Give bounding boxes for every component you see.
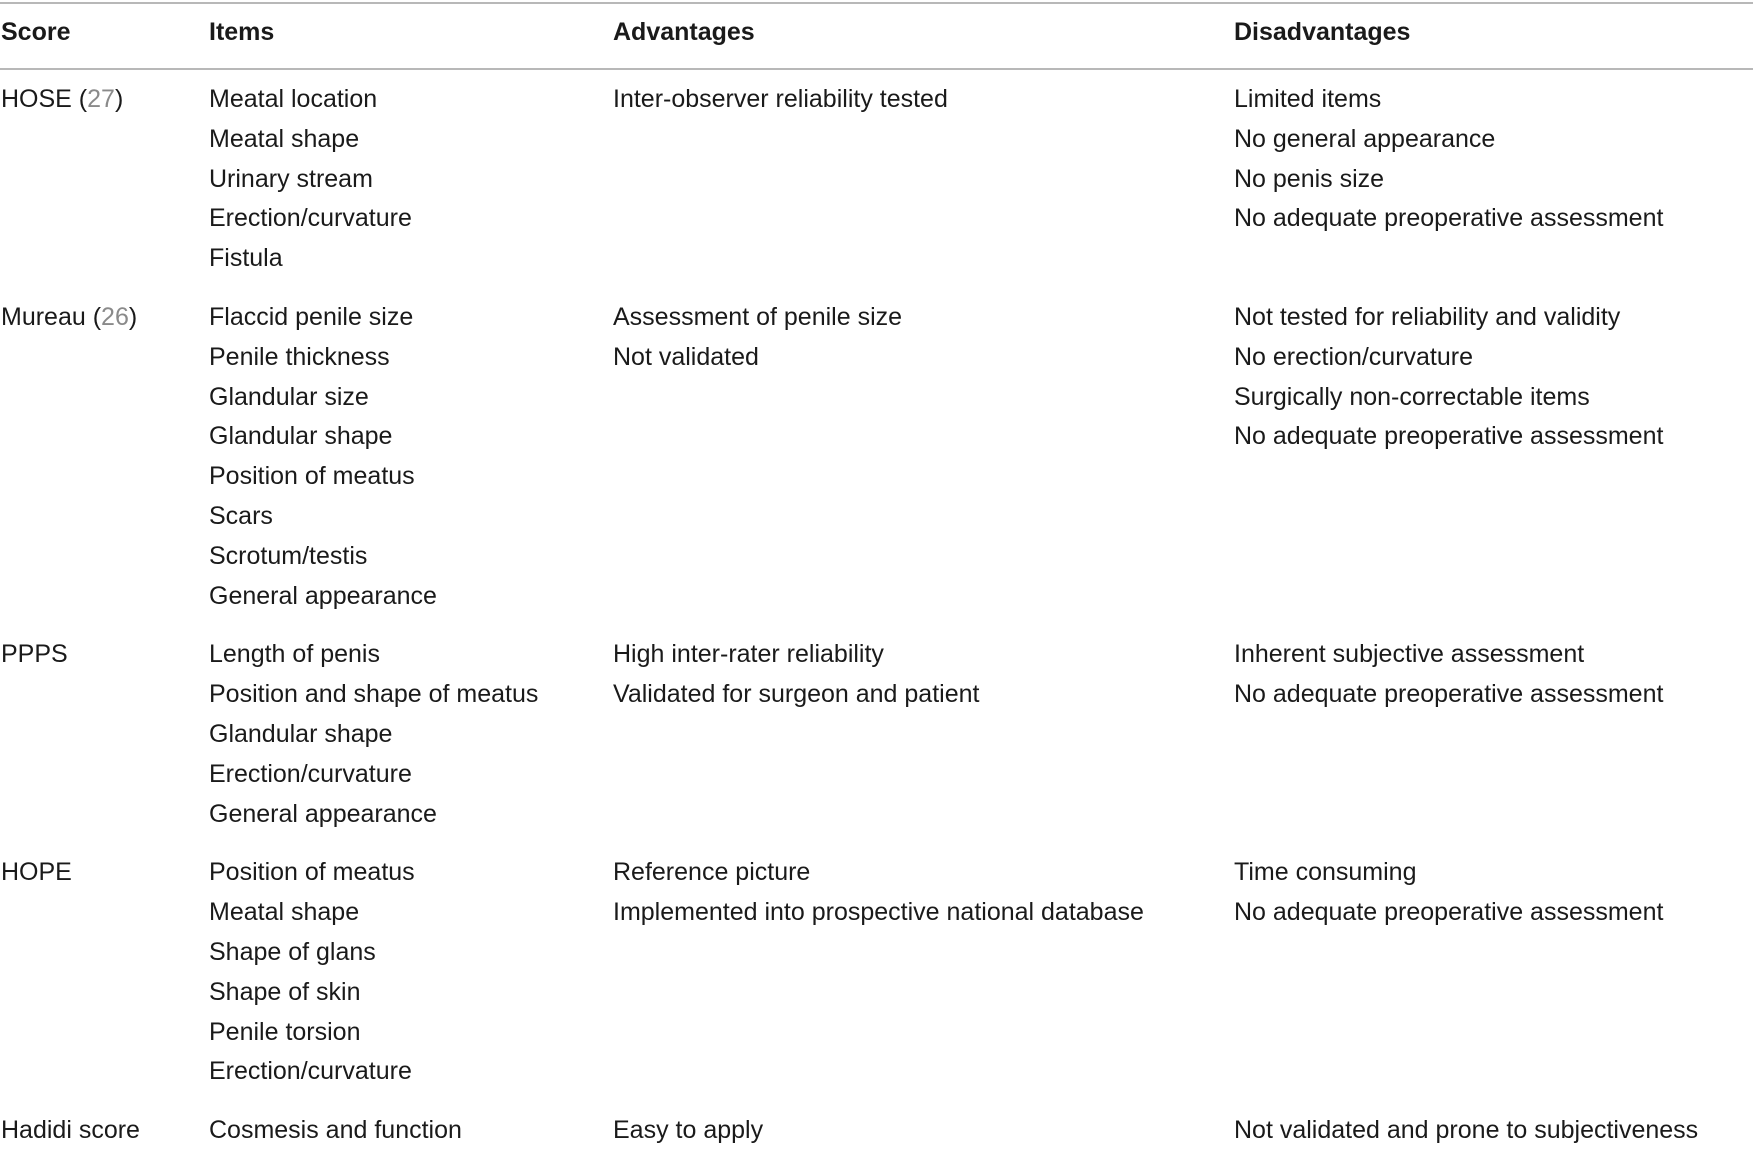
score-label: PPPS — [1, 640, 68, 669]
score-name: HOSE (27) — [1, 85, 124, 113]
score-label: HOPE — [1, 858, 72, 887]
reference-link[interactable]: 27 — [87, 85, 115, 113]
items-entry: Meatal shape — [209, 898, 360, 927]
score-label: Hadidi score — [1, 1116, 140, 1145]
score-label: HOSE — [1, 85, 72, 113]
table-row — [0, 1111, 1753, 1170]
cell-disadvantages — [1234, 298, 1663, 457]
items-entry: Position of meatus — [209, 858, 415, 887]
score-label: Mureau — [1, 303, 86, 331]
advantages-entry: Easy to apply — [613, 1116, 764, 1145]
items-entry: Penile thickness — [209, 342, 390, 371]
items-entry: Length of penis — [209, 640, 380, 669]
table-header-rule — [0, 68, 1753, 70]
advantages-entry: Validated for surgeon and patient — [613, 680, 980, 709]
items-entry: Glandular shape — [209, 719, 393, 748]
cell-items — [209, 635, 538, 834]
items-entry: Position and shape of meatus — [209, 680, 539, 709]
disadvantages-entry: No general appearance — [1234, 124, 1496, 153]
disadvantages-entry: No adequate preoperative assessment — [1234, 898, 1664, 927]
header-score: Score — [1, 18, 71, 46]
items-entry: Flaccid penile size — [209, 303, 414, 331]
cell-advantages — [613, 853, 1144, 933]
disadvantages-entry: Not tested for reliability and validity — [1234, 303, 1621, 331]
disadvantages-entry: No erection/curvature — [1234, 342, 1474, 371]
advantages-entry: Assessment of penile size — [613, 303, 903, 331]
cell-score — [1, 80, 123, 120]
disadvantages-entry: Time consuming — [1234, 858, 1417, 887]
disadvantages-entry: Inherent subjective assessment — [1234, 640, 1585, 669]
items-entry: General appearance — [209, 581, 437, 610]
items-entry: Urinary stream — [209, 164, 373, 193]
advantages-entry: Inter-observer reliability tested — [613, 85, 948, 113]
items-entry: Penile torsion — [209, 1017, 361, 1046]
items-entry: Cosmesis and function — [209, 1116, 462, 1145]
cell-disadvantages — [1234, 80, 1663, 239]
disadvantages-entry: Surgically non-correctable items — [1234, 382, 1590, 411]
items-entry: Erection/curvature — [209, 204, 412, 233]
items-entry: Shape of skin — [209, 977, 361, 1006]
score-name — [1, 1111, 140, 1151]
cell-score — [1, 853, 72, 893]
cell-items — [209, 298, 437, 616]
disadvantages-entry: Not validated and prone to subjectiveness — [1234, 1116, 1699, 1145]
score-name — [1, 635, 68, 675]
header-advantages: Advantages — [613, 18, 755, 46]
items-entry: Erection/curvature — [209, 1057, 412, 1086]
disadvantages-entry: No adequate preoperative assessment — [1234, 422, 1664, 451]
cell-advantages — [613, 80, 948, 120]
items-entry: Meatal location — [209, 85, 378, 113]
cell-score — [1, 635, 68, 675]
table-row — [0, 298, 1753, 635]
reference-link[interactable]: 26 — [101, 303, 129, 331]
disadvantages-entry: Limited items — [1234, 85, 1382, 113]
cell-disadvantages — [1234, 1111, 1698, 1151]
items-entry: Scars — [209, 501, 273, 530]
items-entry: Position of meatus — [209, 462, 415, 491]
table-top-rule — [0, 2, 1753, 4]
advantages-entry: Implemented into prospective national database — [613, 898, 1144, 927]
cell-items — [209, 853, 415, 1092]
disadvantages-entry: No adequate preoperative assessment — [1234, 680, 1664, 709]
table-row — [0, 80, 1753, 298]
cell-score — [1, 298, 137, 338]
items-entry: Scrotum/testis — [209, 541, 368, 570]
score-name — [1, 853, 72, 893]
table-body — [0, 80, 1753, 1170]
table-row — [0, 635, 1753, 853]
cell-score — [1, 1111, 140, 1151]
disadvantages-entry: No adequate preoperative assessment — [1234, 204, 1664, 233]
cell-items — [209, 80, 412, 279]
disadvantages-entry: No penis size — [1234, 164, 1385, 193]
cell-advantages — [613, 1111, 763, 1151]
advantages-entry: Not validated — [613, 342, 759, 371]
items-entry: Glandular size — [209, 382, 369, 411]
advantages-entry: Reference picture — [613, 858, 811, 887]
cell-disadvantages — [1234, 853, 1663, 933]
items-entry: Erection/curvature — [209, 759, 412, 788]
cell-disadvantages — [1234, 635, 1663, 715]
score-name: Mureau (26) — [1, 303, 138, 331]
table-row — [0, 853, 1753, 1111]
items-entry: Shape of glans — [209, 937, 376, 966]
header-items: Items — [209, 18, 275, 46]
advantages-entry: High inter-rater reliability — [613, 640, 884, 669]
items-entry: Meatal shape — [209, 124, 360, 153]
items-entry: General appearance — [209, 799, 437, 828]
header-disadvantages: Disadvantages — [1234, 18, 1411, 46]
cell-advantages — [613, 635, 979, 715]
items-entry: Glandular shape — [209, 422, 393, 451]
cell-items — [209, 1111, 462, 1151]
cell-advantages — [613, 298, 902, 378]
items-entry: Fistula — [209, 244, 283, 273]
table-header-row — [0, 16, 1753, 56]
